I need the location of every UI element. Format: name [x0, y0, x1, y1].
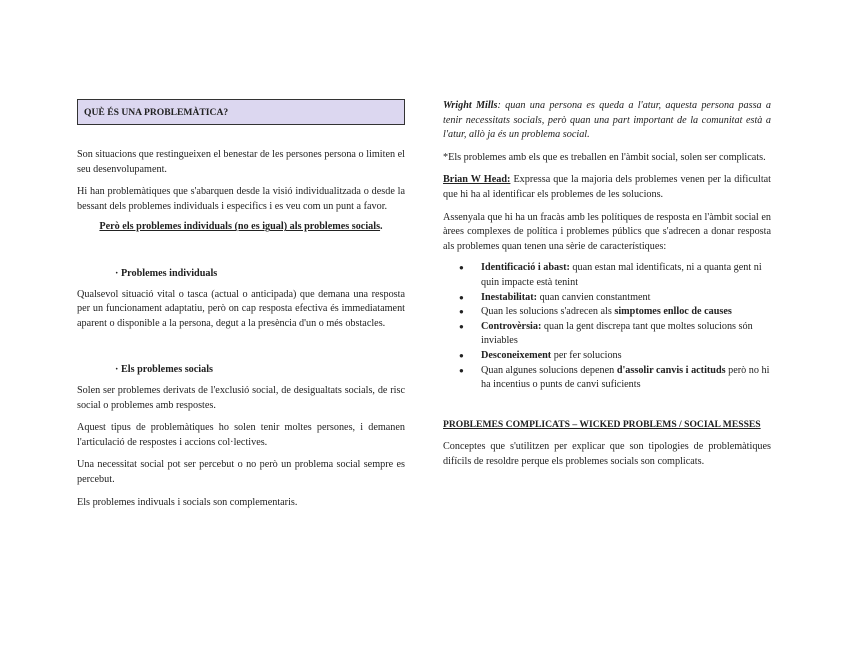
quote-author: Wright Mills: [443, 100, 498, 111]
heading-wicked-problems: PROBLEMES COMPLICATS – WICKED PROBLEMS / SOCIAL MESSES: [443, 418, 761, 430]
centered-statement: [77, 220, 405, 235]
paragraph-concepts: Conceptes que s'utilitzen per explicar que son tipologies de problemàtiques difícils de resoldre perque els problemes socials son complicats.: [443, 441, 771, 467]
characteristics-list: [443, 261, 771, 392]
head-text: Expressa que la majoria dels problemes venen per la dificultat que hi ha al identificar els problemes de les solucions.: [443, 174, 772, 200]
section-title: QUÈ ÉS UNA PROBLEMÀTICA?: [84, 107, 229, 118]
list-item: ● Inestabilitat: quan canvien constantment: [481, 291, 771, 306]
section-title-box: [77, 99, 405, 125]
head-author: Brian W Head:: [443, 174, 511, 186]
list-item: ● Desconeixement per fer solucions: [481, 349, 771, 364]
paragraph-policies: Assenyala que hi ha un fracàs amb les polítiques de resposta en l'àmbit social en àrees complexes de política i problemes públics que s'adrecen a donar resposta als problemes quan tenen una sèrie de característiques:: [443, 211, 771, 252]
list-item: ● Identificació i abast: quan estan mal identificats, ni a quanta gent ni quin impacte està tenint: [481, 261, 771, 290]
paragraph-social-1: Solen ser problemes derivats de l'exclusió social, de desigualtats socials, de risc social o problemes amb respostes.: [77, 384, 405, 411]
right-column: [443, 99, 771, 469]
paragraph-complicated: *Els problemes amb els que es treballen en l'àmbit social, solen ser complicats.: [443, 151, 766, 163]
left-column: [77, 99, 405, 510]
centered-statement-text: Però els problemes individuals (no es igual) als problemes socials: [99, 221, 381, 233]
list-item: ● Quan algunes solucions depenen d'assolir canvis i actituds però no hi ha incentius o punts de canvi suficients: [481, 364, 771, 393]
quote-text: : quan una persona es queda a l'atur, aquesta persona passa a tenir necessitats socials, però quan una part important de la comunitat està a l'atur, allò ja és un problema social.: [443, 100, 771, 141]
subheading-individual-problems: · Problemes individuals: [115, 267, 218, 279]
paragraph-definition: Son situacions que restingueixen el benestar de les persones persona o limiten el seu desenvolupament.: [77, 149, 405, 175]
paragraph-social-4: Els problemes indivuals i socials son complementaris.: [77, 496, 298, 508]
quote-wright-mills: [443, 99, 771, 143]
centered-statement-period: .: [380, 221, 383, 233]
paragraph-brian-head: [443, 173, 771, 202]
list-item: ● Quan les solucions s'adrecen als simptomes enlloc de causes: [481, 305, 771, 320]
paragraph-social-2: Aquest tipus de problemàtiques ho solen tenir moltes persones, i demanen l'articulació de respostes i accions col·lectives.: [77, 422, 405, 448]
paragraph-perspectives: Hi han problemàtiques que s'abarquen desde la visió individualitzada o desde la bessant dels problemes individuals i especifics i es veu com un punt a favor.: [77, 186, 405, 212]
list-item: ● Controvèrsia: quan la gent discrepa tant que moltes solucions són inviables: [481, 320, 771, 349]
paragraph-individual: Qualsevol situació vital o tasca (actual o anticipada) que demana una resposta per un funcionament adaptatiu, però on cap resposta efectiva és immediatament aparent o disponible a la persona, degut a la presència d'un o més obstacles.: [77, 288, 405, 329]
paragraph-social-3: Una necessitat social pot ser percebut o no però un problema social sempre es percebut.: [77, 459, 405, 485]
subheading-social-problems: · Els problemes socials: [115, 364, 214, 376]
